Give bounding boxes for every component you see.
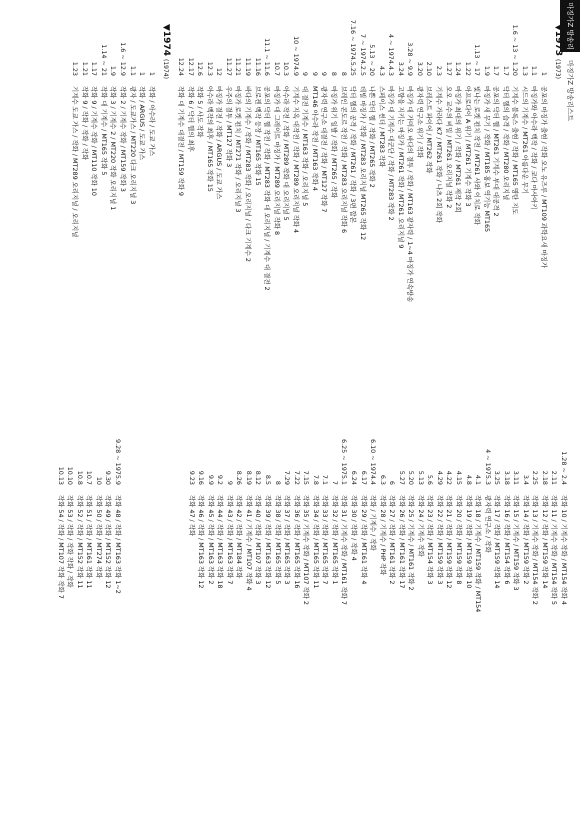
entry-text: 마징가 대 그레이트 마징가 / MT289 오리지널 작화 8 (272, 86, 281, 236)
list-item (70, 14, 80, 406)
list-item (406, 423, 416, 815)
list-item (414, 14, 424, 406)
broadcast-date: 11.19 (244, 57, 253, 76)
broadcast-date: 1.27 (444, 61, 453, 76)
index-tab: 마징가Z 방송리스트 (560, 0, 580, 52)
entry-text: 작화 대 기계수 / MT165 작화 5 (99, 86, 108, 176)
list-item (253, 423, 263, 815)
broadcast-date: 9.23 (187, 470, 196, 485)
broadcast-date: 7.1 (321, 474, 330, 485)
broadcast-date: 1.9 (482, 65, 491, 76)
entry-text: 나쁜 닥터 헬 / 작화 / MT265 작화 2 (368, 86, 377, 188)
entry-text: 아프로다이 A 위기 / MT261 기계수 작화 3 (463, 86, 472, 207)
entry-text: 작화 10 / 기계수 작화 / MT154 작화 4 (560, 495, 568, 605)
list-item (433, 14, 443, 406)
entry-text: 작화 9 / 작화 / 작화 / 작화 (80, 86, 89, 161)
broadcast-date: 4.29 (435, 470, 444, 485)
broadcast-date: 5.13 (416, 470, 425, 485)
list-item (310, 423, 320, 815)
entry-text: 작화 38 / 작화 / MT165 작화 5 (273, 495, 282, 585)
list-item (196, 423, 206, 815)
list-item (444, 423, 454, 815)
entry-text: 작화 9 / 기계수 작화 / MT110 작화 10 (90, 86, 99, 196)
entry-text: 작화 36 / 작화 / MT165 작화 16 (292, 495, 301, 589)
list-item (137, 14, 147, 406)
list-item (282, 423, 292, 815)
list-item (103, 423, 113, 815)
list-item (195, 14, 205, 406)
list-item (243, 14, 253, 406)
entry-text: 작화 15 / 기계수 / MT159 작화 3 (512, 495, 521, 591)
entry-text: 작화 14 / 작화 / MT159 작화 2 (521, 495, 530, 585)
entry-text: 작화 21 / 작화 / MT159 작화 12 (445, 495, 454, 589)
entry-text: 광자 / 도쿄가스 / MT220 다크 오리지널 3 (128, 86, 137, 205)
column-right-bottom (55, 423, 122, 815)
entry-text: 작화 34 / 작화 / MT165 작화 11 (311, 495, 320, 589)
list-item (377, 423, 387, 815)
entry-text: 브레스트 파이어 / MT262 작화 (425, 86, 434, 174)
entry-text: 작화 28 / 기계수 / PHP 작화 (378, 495, 387, 576)
list-item (328, 14, 338, 406)
broadcast-date: 12 (215, 67, 224, 76)
entry-text: 작화 26 / 작화 / MT161 작화 17 (397, 495, 406, 589)
list-item (549, 423, 559, 815)
list-item (539, 423, 549, 815)
entry-text: 작화 52 / 작화 / MT152 작화 11 (75, 495, 84, 589)
broadcast-date: 7.29 (283, 470, 292, 485)
broadcast-date: 8 (329, 71, 338, 76)
year-heading (159, 24, 172, 406)
list-item (358, 423, 368, 815)
entry-text: 대 결전 기계수 / MT163 작화 / 오리지널 5 (301, 86, 310, 207)
entry-text: 작화 45 / 작화 / MT163 작화 2 (206, 495, 215, 585)
broadcast-date: 10.7 (85, 470, 94, 485)
list-item (376, 14, 386, 406)
entry-text: 빛나는 로켓 펀치 작전 / MT261 사와 이치로 작화 (473, 86, 482, 225)
broadcast-date: 1.17 (90, 61, 99, 76)
broadcast-date: 3.18 (502, 470, 511, 485)
broadcast-date: 9.30 (104, 470, 113, 485)
entry-text: 작화 49 / 작화 / MT152 작화 12 (104, 495, 113, 589)
broadcast-date: 1.28 ~ 2.4 (560, 451, 568, 485)
list-item (443, 14, 453, 406)
broadcast-date: 1.1 (530, 65, 539, 76)
entry-text: 작화 54 / 작화 / MT107 작화 작화 7 (56, 495, 65, 599)
broadcast-date: 4.1 (474, 474, 483, 485)
entry-text: 마징가 대 가미오 바다의 결투 / 작화 / MT163 광자력 / 1~4 마징가 연속방송 (406, 86, 415, 303)
broadcast-date: 3.28 ~ 9.9 (406, 42, 415, 76)
broadcast-date: 7.15 (302, 470, 311, 485)
entry-text: 작화 50 / 작화 / MT274 작화 (94, 495, 103, 579)
list-item (65, 423, 75, 815)
list-item (281, 14, 291, 406)
entry-text: 광자력 연구소 대결전 / 작화 / MT127 작화 7 (320, 86, 329, 213)
entry-text: 마징가 결전 / 작화 / ARGUS / 도쿄 가스 (215, 86, 224, 200)
entry-text: 기계수 블록스 출현 / 작화 / MT165 명탄 지도 (511, 86, 520, 215)
broadcast-date: 3.4 (521, 474, 530, 485)
entry-text: 작화 35 / 기계수 작화 / MT107 작화 2 (302, 495, 311, 605)
running-head: 마징가Z 방송리스트 (566, 60, 574, 122)
entry-text: 공포의 닥터 헬 작전 / 작화 / MT283 작화 대 오리지널 / 기계수 대 결전 2 (263, 86, 272, 291)
broadcast-date: 6.10 ~ 1974.4 (369, 438, 378, 485)
broadcast-date: 10.13 (56, 466, 65, 485)
entry-text: 작화 / 아수라 / 도쿄 가스 (147, 86, 156, 157)
list-item (472, 14, 482, 406)
list-item (405, 14, 415, 406)
entry-text: 작화 19 / 작화 / MT159 작화 10 (464, 495, 473, 589)
broadcast-date: 6 (388, 480, 397, 485)
entry-text: 작화 53 / 작화 / 작화 작화 / 작화 (66, 495, 75, 588)
entry-text: 작화 37 / 작화 / MT165 작화 3 (283, 495, 292, 585)
list-item (309, 14, 319, 406)
broadcast-date: 1.1 (128, 65, 137, 76)
entry-text: 작화 5 / 사도 작화 (196, 86, 205, 138)
list-item (520, 423, 530, 815)
entry-text: 기계수 지옥 대작전 / 작화 / MT289 오리지널 작화 4 (291, 86, 300, 234)
broadcast-date: 9 (225, 480, 234, 485)
broadcast-date: 9.9 (206, 474, 215, 485)
entry-text: 작화 30 / 작화 / 작화 4 (349, 495, 358, 561)
list-item (425, 423, 435, 815)
broadcast-date: 1.21 (80, 61, 89, 76)
year-sublabel: (1973) (554, 58, 561, 79)
broadcast-date: 12.24 (177, 57, 186, 76)
broadcast-date: 6.3 (378, 474, 387, 485)
year-label: ▼1974 (160, 24, 171, 56)
entry-text: 작화 43 / 작화 / MT163 작화 7 (225, 495, 234, 585)
broadcast-date: 2.3 (434, 65, 443, 76)
entry-text: 작화 22 / 작화 / MT159 작화 3 (435, 495, 444, 585)
list-item (300, 14, 310, 406)
broadcast-date: 1.3 (520, 65, 529, 76)
entry-text: 바다의 기계수 / 작화 / MT283 작화 / 오리지널 / 다크 기계수 2 (244, 86, 253, 262)
list-item (415, 423, 425, 815)
entry-text: 작화 51 / 작화 / MT161 작화 11 (85, 495, 94, 589)
list-item (205, 423, 215, 815)
entry-text: 마징가와 아수라 백작 / 작화 / 코다 마사아키 (530, 86, 539, 210)
entry-text: 작화 12 / 작화 / MT159 작화 14 (540, 495, 549, 589)
year-heading (551, 24, 564, 406)
list-item (387, 423, 397, 815)
entry-text: 작화 31 / 기계수 작화 / MT161 작화 7 (340, 495, 349, 605)
list-item (223, 14, 233, 406)
entry-text: 작화 16 / 작화 / MT154 작화 6 (502, 495, 511, 585)
list-item (386, 14, 396, 406)
list-item (519, 14, 529, 406)
broadcast-date: 2.10 (425, 61, 434, 76)
entry-text: 작화 32 / 작화 / MT165 작화 1 (330, 495, 339, 585)
list-item (473, 423, 483, 815)
entry-text: 작화 18 / 기계수 / MT159 작화 / MT154 (474, 495, 483, 613)
broadcast-date: 1.7 (501, 65, 510, 76)
list-item (481, 14, 491, 406)
list-item (93, 423, 103, 815)
entry-text: 작화 39 / 작화 / MT163 작화 12 (264, 495, 273, 589)
entry-text: 작화 / ARGUS / 도쿄 가스 (138, 86, 147, 161)
broadcast-date: 3.11 (512, 470, 521, 485)
entry-text: 작화 25 / 기계수 / MT161 작화 2 (407, 495, 416, 591)
broadcast-date: 1 (138, 71, 147, 76)
broadcast-date: 3.20 (415, 61, 424, 76)
entry-text: 마징가 최대의 위기 / 작화 / MT261 제작 2회 (454, 86, 463, 213)
entry-text: 작화 29 / 작화 / MT161 작화 4 (359, 495, 368, 585)
list-item (424, 14, 434, 406)
broadcast-date: 4.22 (445, 470, 454, 485)
entry-text: 작화 13 / 기계수 작화 / MT154 작화 2 (531, 495, 540, 605)
list-item (510, 14, 520, 406)
broadcast-date: 10 (94, 476, 103, 485)
entry-text: 작화 11 / 기계수 작화 / MT154 작화 5 (550, 495, 559, 605)
broadcast-date: 9 (310, 71, 319, 76)
entry-text: 데빌 마징가 / 작화 / MT283 오리지널 MT265 작화 12 (358, 86, 367, 241)
entry-text: 기계수 가라다 K7 / MT261 작화 / 나츠 2회 작화 (434, 86, 443, 223)
entry-text: 작화 / 기계수 / 작화 (369, 495, 378, 551)
list-item (291, 423, 301, 815)
broadcast-date: 5.27 (397, 470, 406, 485)
broadcast-date: 6.25 ~ 1975.1 (340, 438, 349, 485)
entry-text: 마징가 로켓 펀치 / MT271 작화 / 오리지널 3 (234, 86, 243, 213)
entry-text: 오오 교수의 비밀 / MT261 오리지널 작화 2 (444, 86, 453, 209)
list-item (434, 423, 444, 815)
broadcast-date: 7.16 ~ 1974.5.25 (349, 19, 358, 76)
broadcast-date: 2.11 (550, 470, 559, 485)
list-item (271, 14, 281, 406)
list-item (252, 14, 262, 406)
broadcast-date: 1.6 ~ 13 ~ 1.20 (511, 24, 520, 76)
broadcast-date: 1 (540, 71, 548, 76)
entry-text: 닥터 헬의 공격 / 작화 / MT261 / 작화 / 3편 합본 (349, 86, 358, 223)
entry-text: 작화 48 / 작화 / MT163 작화 1~2 (114, 495, 122, 594)
broadcast-date: 4.3 (377, 65, 386, 76)
list-item (511, 423, 521, 815)
broadcast-date: 7.22 (292, 470, 301, 485)
list-item (501, 423, 511, 815)
list-item (204, 14, 214, 406)
entry-text: 작화 24 / 기계수 작화 (416, 495, 425, 557)
list-item (558, 423, 568, 815)
broadcast-date: 7 ~ 1974.2.5 (358, 34, 367, 76)
broadcast-date: 5.20 (407, 470, 416, 485)
column-right-top (186, 423, 568, 815)
entry-text: 마징가 새 무기 / 작화 / MT185 홍보 역기능 MT165 (482, 86, 491, 233)
broadcast-date: 8.12 (254, 470, 263, 485)
broadcast-date: 4.15 (454, 470, 463, 485)
list-item (348, 14, 358, 406)
broadcast-date: 5.13 ~ 20 (368, 44, 377, 76)
entry-text: 작화 2 / 기계수 작화 / MT159 작화 3 (119, 86, 128, 192)
broadcast-date: 4 ~ 1975.3 (483, 449, 492, 485)
list-item (320, 423, 330, 815)
list-item (529, 14, 539, 406)
list-item (89, 14, 99, 406)
entry-text: 기계수 도쿄 가스 / 작화 / MT289 오리지널 / 오리지널 (71, 86, 80, 238)
list-item (453, 14, 463, 406)
list-item (233, 14, 243, 406)
list-item (395, 14, 405, 406)
entry-text: 작화 33 / 작화 / MT165 작화 7 (321, 495, 330, 585)
broadcast-date: 3.24 (396, 61, 405, 76)
broadcast-date: 11.21 (234, 57, 243, 76)
list-item (492, 423, 502, 815)
broadcast-date: 4.8 (464, 474, 473, 485)
broadcast-date: 9 (320, 71, 329, 76)
entry-text: 고향을 지키는 마징가 / MT261 작화 / MT261 오리지널 9 (396, 86, 405, 249)
entry-text: 광자력 연구소 / 작화 (483, 495, 492, 553)
broadcast-date: 1.6 ~ 12.9 (119, 42, 128, 76)
broadcast-date: 9.2 (216, 474, 225, 485)
broadcast-date: 8.26 (235, 470, 244, 485)
list-item (98, 14, 108, 406)
year-sublabel: (1974) (161, 58, 169, 79)
list-item (338, 14, 348, 406)
list-item (453, 423, 463, 815)
entry-text: 작화 대 기계수 대결전 / MT159 작화 9 (177, 86, 186, 196)
entry-text: 작화 23 / 작화 / MT154 작화 3 (426, 495, 435, 585)
entry-text: MT146 아수라 작전 / MT163 작화 4 (310, 86, 319, 191)
broadcast-date: 11.16 (253, 57, 262, 76)
entry-text: 작화 6 / 닥터 헬의 최후 (186, 86, 195, 152)
entry-text: 작화 41 / 기계수 / MT107 작화 4 (244, 495, 253, 591)
broadcast-date: 8 (339, 71, 348, 76)
list-item (146, 14, 156, 406)
list-item (319, 14, 329, 406)
entry-text: 브로켄 백작 등장 / MT165 작화 15 (253, 86, 262, 186)
broadcast-date: 3.25 (493, 470, 502, 485)
broadcast-date: 7 (330, 480, 339, 485)
list-item (290, 14, 300, 406)
list-item (84, 423, 94, 815)
entry-text: 광자력 연구소 위기 / 작화 (415, 86, 424, 159)
list-item (108, 14, 118, 406)
list-item (530, 423, 540, 815)
year-label: ▼1973 (553, 24, 563, 56)
broadcast-date: 8.19 (244, 470, 253, 485)
list-item (186, 423, 196, 815)
entry-text: 작화 27 / 작화 / MT161 작화 2 (388, 495, 397, 585)
broadcast-date: 12.17 (186, 57, 195, 76)
entry-text: 작화 42 / 작화 / MT184 작화 (235, 495, 244, 579)
broadcast-date: 11.27 (224, 57, 233, 76)
list-item (329, 423, 339, 815)
broadcast-date: 10.8 (75, 470, 84, 485)
broadcast-date: 6.17 (359, 470, 368, 485)
entry-text: 닥터 헬의 습격 / 작화 / MT280 오리지널 (501, 86, 510, 201)
list-item (214, 14, 224, 406)
broadcast-date: 1.13 ~ 17 (473, 44, 482, 76)
list-item (79, 14, 89, 406)
list-item (215, 423, 225, 815)
broadcast-date: 1.9 (109, 65, 118, 76)
broadcast-date: 1.14 ~ 21 (99, 44, 108, 76)
list-item (55, 423, 65, 815)
entry-text: 작화 44 / 작화 / MT163 작화 18 (216, 495, 225, 589)
entry-text: 작화 46 / 작화 / MT163 작화 12 (197, 495, 206, 589)
broadcast-date: 1.24 (454, 61, 463, 76)
broadcast-date: 5.6 (426, 474, 435, 485)
column-left (70, 14, 568, 406)
entry-text: 작화 20 / 작화 / MT159 작화 8 (454, 495, 463, 585)
list-item (538, 14, 548, 406)
broadcast-date: 10.10 (66, 466, 75, 485)
entry-text: 아수라 백작의 최후 / MT165 작화 15 (205, 86, 214, 192)
list-item (176, 14, 186, 406)
entry-text: 마징가 대 기계수 대군단 / 작화 / MT283 작화 2 (387, 86, 396, 221)
list-item (462, 14, 472, 406)
broadcast-date: 12.3 (205, 61, 214, 76)
entry-text: 마징가 위기 일발 / 작화 / MT265 / 작화 (329, 86, 338, 199)
list-item (243, 423, 253, 815)
list-item (234, 423, 244, 815)
broadcast-date: 8.5 (264, 474, 273, 485)
entry-text: 공포의 마징가 출현 / 작화 오노 유즈루 / MT109 과학요새 마징가 (540, 86, 548, 269)
list-item (262, 14, 272, 406)
entry-text: 공포의 닥터 헬 / MT261 기계수 부대 대공격 2 (492, 86, 501, 217)
list-item (500, 14, 510, 406)
broadcast-date: 10 ~ 1974.9 (291, 36, 300, 76)
broadcast-date: 9.28 ~ 1975.9 (114, 438, 122, 485)
broadcast-date: 6.24 (349, 470, 358, 485)
entry-text: 작화 3 / 기계수 2 / MT220 작화 오리지널 1 (109, 86, 118, 211)
entry-text: 작화 17 / 작화 / MT159 작화 14 (493, 495, 502, 589)
broadcast-date: 12.6 (196, 61, 205, 76)
broadcast-date: 7.8 (311, 474, 320, 485)
entry-text: 시드의 기계수 / MT261 아름다운 무기 (520, 86, 529, 195)
broadcast-date: 1.7 (492, 65, 501, 76)
broadcast-date: 9.16 (197, 470, 206, 485)
entry-text: 아수라 작전 / 작화 / MT289 작화 대 오리지널 5 (282, 86, 291, 221)
list-item (112, 423, 122, 815)
list-item (339, 423, 349, 815)
broadcast-date: 9 (301, 71, 310, 76)
broadcast-date: 1.22 (463, 61, 472, 76)
list-item (357, 14, 367, 406)
list-item (185, 14, 195, 406)
entry-text: 우주의 결투 / MT127 작화 3 (224, 86, 233, 168)
list-item (482, 423, 492, 815)
list-item (463, 423, 473, 815)
list-item (301, 423, 311, 815)
list-item (348, 423, 358, 815)
list-item (491, 14, 501, 406)
list-item (367, 14, 377, 406)
list-item (74, 423, 84, 815)
broadcast-date: 8 (273, 480, 282, 485)
broadcast-date: 11.1 ~ 11.6 (263, 38, 272, 76)
broadcast-date: 2.25 (531, 470, 540, 485)
broadcast-date: 4 ~ 1974.4.3 (387, 34, 396, 76)
entry-text: 작화 40 / 작화 / MT107 작화 3 (254, 495, 263, 585)
list-item (224, 423, 234, 815)
list-item (368, 423, 378, 815)
list-item (272, 423, 282, 815)
broadcast-date: 10.3 (282, 61, 291, 76)
list-item (117, 14, 127, 406)
list-item (127, 14, 137, 406)
broadcast-date: 2.18 (540, 470, 549, 485)
list-item (396, 423, 406, 815)
broadcast-date: 1 (147, 71, 156, 76)
entry-text: 작화 47 / 작화 (187, 495, 196, 537)
broadcast-date: 10.7 (272, 61, 281, 76)
entry-text: 브레인 콘도르 작전 / 작화 / MT283 오리지널 작화 6 (339, 86, 348, 234)
broadcast-date: 1.23 (71, 61, 80, 76)
entry-text: 스페이스 썬더 / MT283 작화 (377, 86, 386, 168)
list-item (263, 423, 273, 815)
